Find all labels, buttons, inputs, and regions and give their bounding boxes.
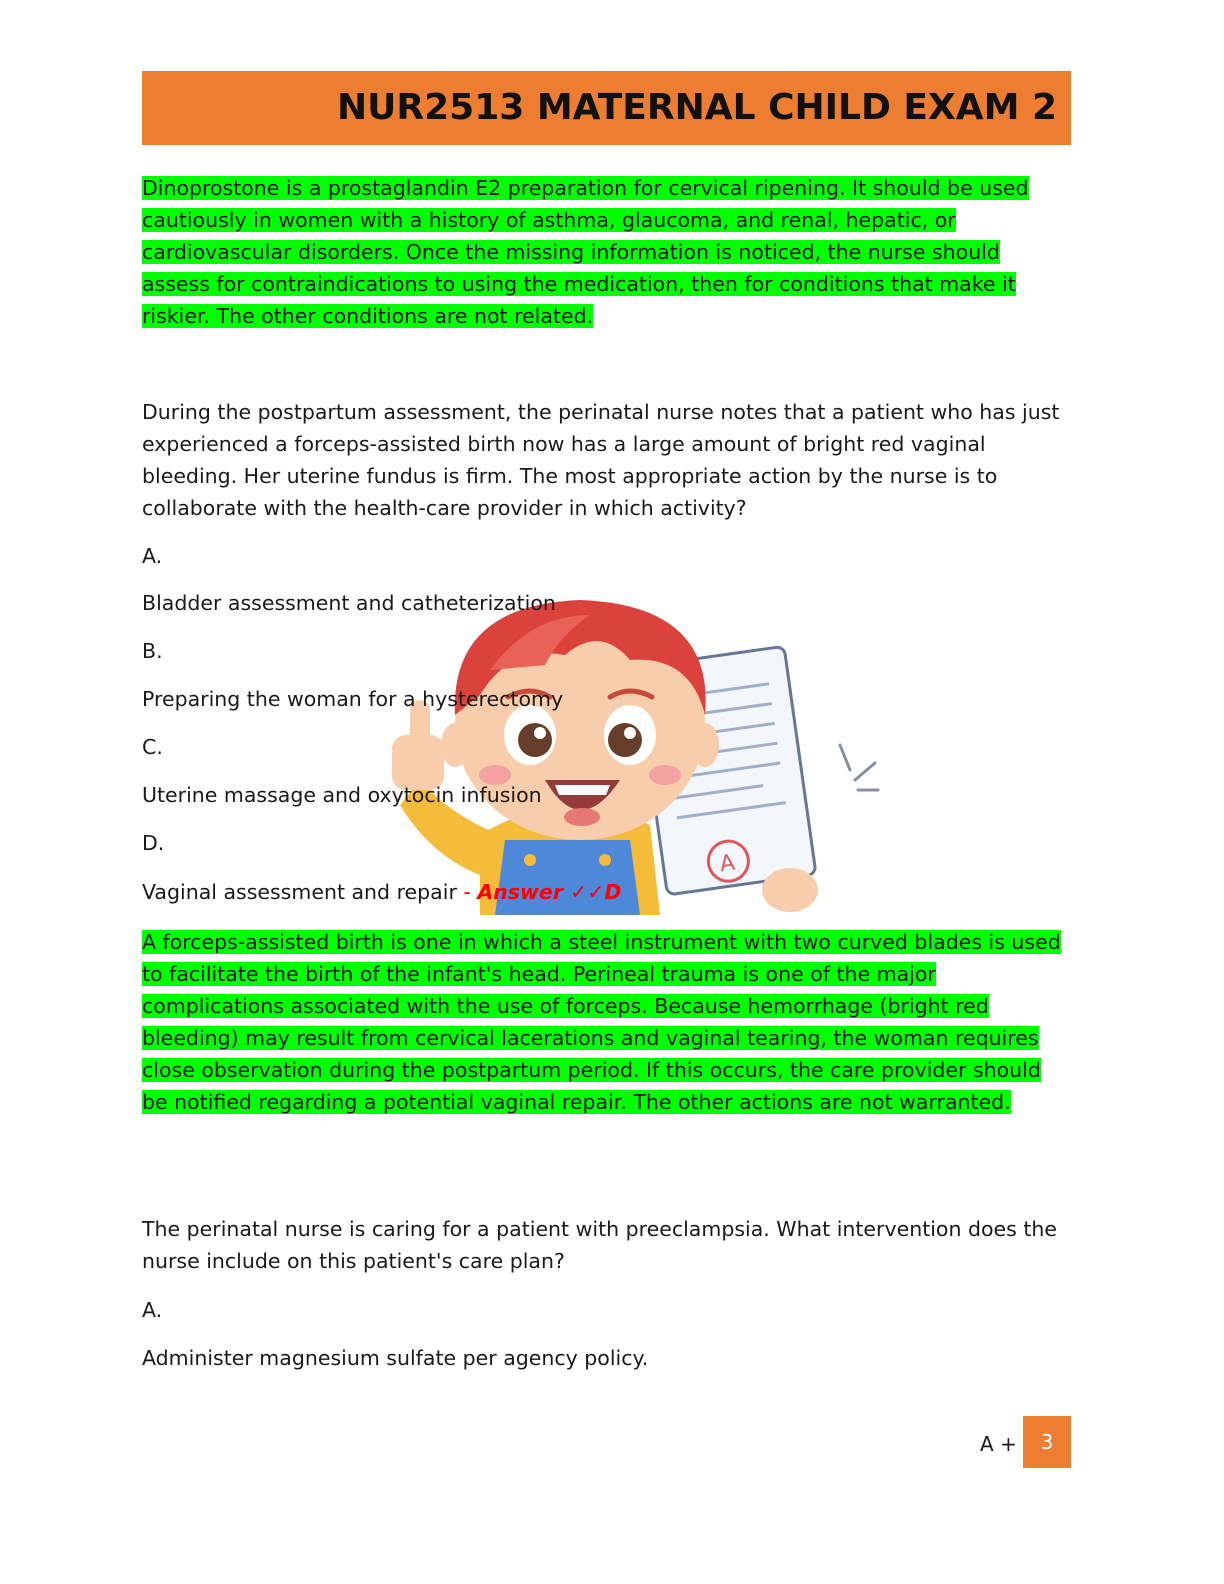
question-stem: The perinatal nurse is caring for a patient with preeclampsia. What intervention does the nurse include on this patient's care plan? — [142, 1217, 1057, 1273]
option-text-b: Preparing the woman for a hysterectomy — [142, 687, 564, 711]
answer-key: Answer ✓✓D — [477, 880, 622, 904]
option-row-d — [142, 876, 1072, 908]
option-text-a: Administer magnesium sulfate per agency policy. — [142, 1346, 649, 1370]
rationale-text: Dinoprostone is a prostaglandin E2 preparation for cervical ripening. It should be used cautiously in women with a history of asthma, glaucoma, and renal, hepatic, or cardiovascular disorders. Once the missing information is noticed, the nurse should assess for contraindications to using the medication, then for conditions that make it riskier. The other conditions are not related. — [142, 176, 1029, 328]
rationale-paragraph-2 — [142, 926, 1072, 1118]
page-number: 3 — [1023, 1416, 1071, 1468]
answer-dash: - — [456, 880, 478, 904]
option-text-a: Bladder assessment and catheterization — [142, 591, 556, 615]
option-text-d: Vaginal assessment and repair — [142, 880, 457, 904]
svg-text:A: A — [718, 850, 737, 878]
footer-grade: A + — [980, 1432, 1017, 1456]
question-stem: During the postpartum assessment, the perinatal nurse notes that a patient who has just experienced a forceps-assisted birth now has a large amount of bright red vaginal bleeding. Her uterine fundus is firm. The most appropriate action by the nurse is to collaborate with the health-care provider in which activity? — [142, 400, 1060, 520]
rationale-text: A forceps-assisted birth is one in which a steel instrument with two curved blades is used to facilitate the birth of the infant's head. Perineal trauma is one of the major complications associated with the use of forceps. Because hemorrhage (bright red bleeding) may result from cervical lacerations and vaginal tearing, the woman requires close observation during the postpartum period. If this occurs, the care provider should be notified regarding a potential vaginal repair. The other actions are not warranted. — [142, 930, 1061, 1114]
option-letter-c: C. — [142, 735, 163, 759]
header-bar — [142, 71, 1071, 145]
option-letter-a: A. — [142, 544, 163, 568]
option-letter-b: B. — [142, 639, 163, 663]
document-title: NUR2513 MATERNAL CHILD EXAM 2 — [337, 87, 1057, 128]
option-letter-a: A. — [142, 1298, 163, 1322]
option-text-c: Uterine massage and oxytocin infusion — [142, 783, 542, 807]
rationale-paragraph-1 — [142, 172, 1072, 332]
option-letter-d: D. — [142, 831, 165, 855]
